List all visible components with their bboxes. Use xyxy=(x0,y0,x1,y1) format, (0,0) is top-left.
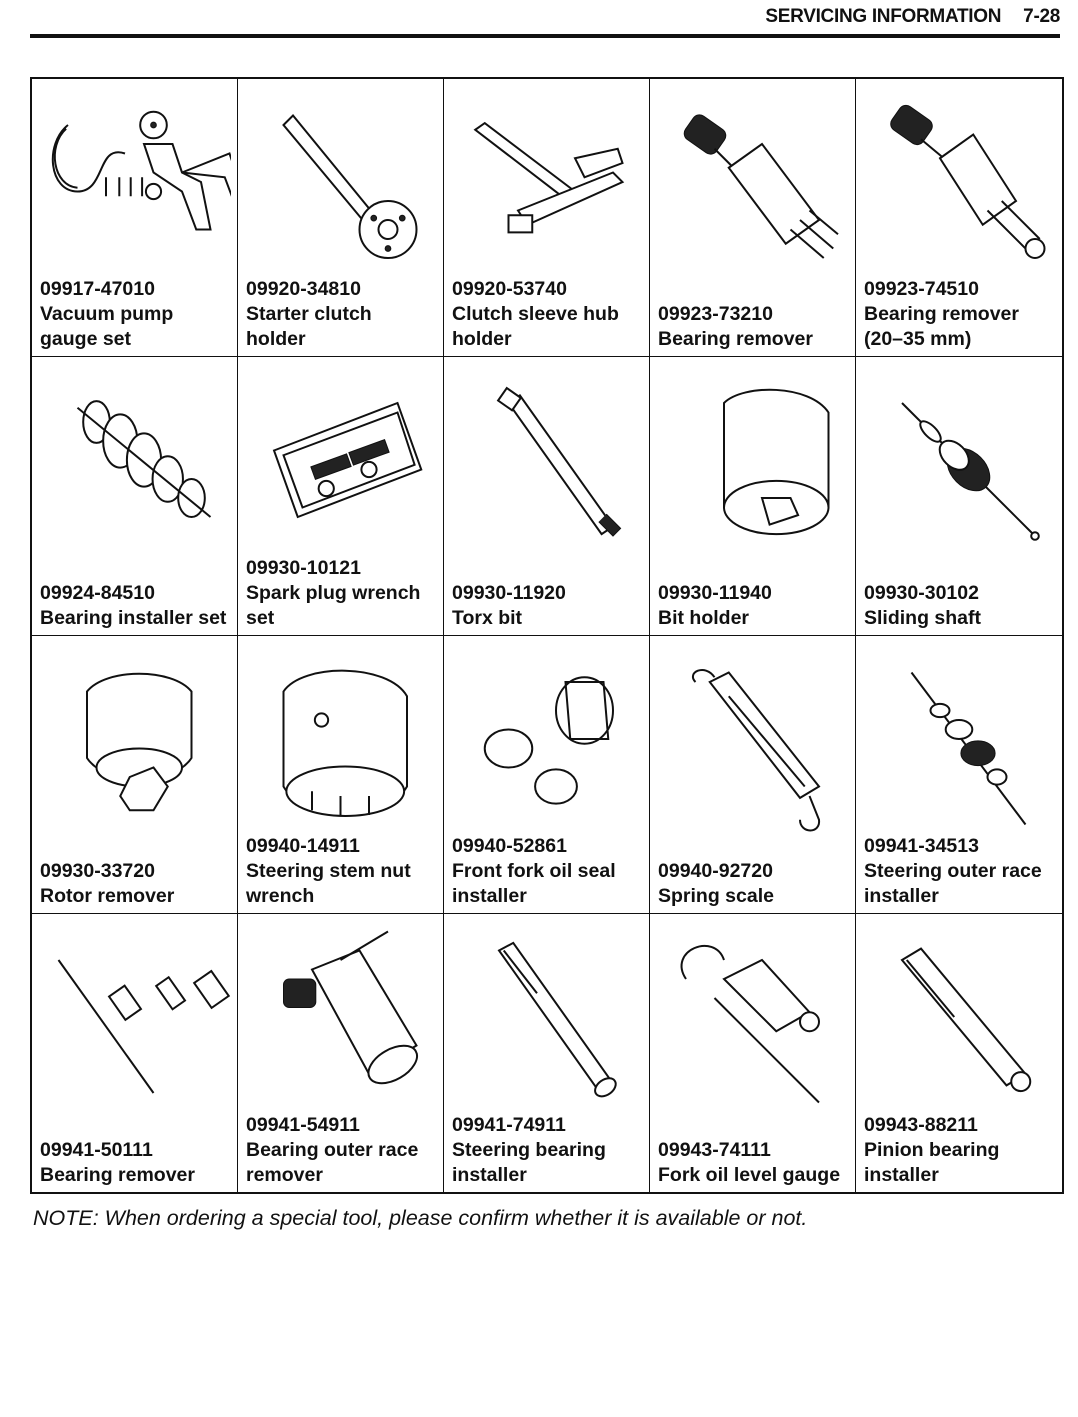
vacuum-pump-icon xyxy=(38,87,231,277)
tool-part-number: 09917-47010 xyxy=(40,278,155,301)
tool-name: Vacuum pump gauge set xyxy=(40,303,174,351)
tool-name: Clutch sleeve hub holder xyxy=(452,303,619,351)
tool-label xyxy=(40,581,233,631)
steering-stem-nut-wrench-icon xyxy=(244,644,437,834)
tool-cell xyxy=(32,79,238,357)
tool-label xyxy=(452,581,645,631)
tool-name: Bearing remover xyxy=(40,1164,195,1186)
tool-cell xyxy=(238,636,444,914)
tool-cell xyxy=(650,914,856,1192)
tool-name: Rotor remover xyxy=(40,884,175,907)
bit-holder-icon xyxy=(656,365,849,555)
tool-cell xyxy=(32,914,238,1192)
tool-part-number: 09940-14911 xyxy=(246,834,360,857)
bearing-remover-set-icon xyxy=(38,922,231,1112)
outer-race-remover-icon xyxy=(244,922,437,1112)
tool-label xyxy=(864,581,1058,631)
tool-label xyxy=(246,834,439,909)
tool-part-number: 09943-74111 xyxy=(658,1139,771,1161)
spark-plug-wrench-set-icon xyxy=(244,365,437,555)
tool-part-number: 09941-34513 xyxy=(864,834,979,857)
tool-cell xyxy=(32,357,238,635)
page-header xyxy=(30,4,1060,38)
bearing-installer-set-icon xyxy=(38,365,231,555)
tool-cell xyxy=(32,636,238,914)
ordering-note: NOTE: When ordering a special tool, please confirm whether it is available or not. xyxy=(33,1206,808,1230)
tool-name: Steering outer race installer xyxy=(864,859,1042,907)
tool-label xyxy=(246,1113,439,1188)
steering-bearing-installer-icon xyxy=(450,922,643,1112)
tool-name: Spark plug wrench set xyxy=(246,581,421,629)
header-title xyxy=(765,6,1060,28)
tool-part-number: 09940-52861 xyxy=(452,834,567,857)
fork-oil-level-gauge-icon xyxy=(656,922,849,1112)
tool-cell xyxy=(650,636,856,914)
tool-name: Fork oil level gauge xyxy=(658,1164,841,1186)
tool-part-number: 09923-73210 xyxy=(658,303,773,326)
tool-part-number: 09930-33720 xyxy=(40,859,155,882)
tool-cell xyxy=(444,636,650,914)
bearing-remover-large-icon xyxy=(862,87,1056,277)
tool-label xyxy=(864,277,1058,352)
bearing-remover-icon xyxy=(656,87,849,277)
tool-name: Bearing remover (20–35 mm) xyxy=(864,303,1019,351)
tool-label xyxy=(864,834,1058,909)
tool-cell xyxy=(238,357,444,635)
section-title: SERVICING INFORMATION xyxy=(765,6,1002,27)
sliding-shaft-icon xyxy=(862,365,1056,555)
tool-cell xyxy=(650,357,856,635)
torx-bit-icon xyxy=(450,365,643,555)
tool-label xyxy=(452,277,645,352)
tool-name: Starter clutch holder xyxy=(246,303,372,351)
tool-part-number: 09941-74911 xyxy=(452,1114,566,1136)
tool-cell xyxy=(238,914,444,1192)
starter-clutch-holder-icon xyxy=(244,87,437,277)
tool-label xyxy=(246,277,439,352)
tool-part-number: 09941-50111 xyxy=(40,1139,153,1161)
tool-part-number: 09924-84510 xyxy=(40,581,155,604)
tool-part-number: 09930-10121 xyxy=(246,556,361,579)
tool-label xyxy=(658,859,851,909)
tool-name: Torx bit xyxy=(452,606,523,629)
tool-part-number: 09920-53740 xyxy=(452,278,567,301)
fork-oil-seal-installer-icon xyxy=(450,644,643,834)
tool-name: Bearing outer race remover xyxy=(246,1139,419,1186)
tool-name: Pinion bearing installer xyxy=(864,1139,1000,1186)
tool-name: Front fork oil seal installer xyxy=(452,859,616,907)
tool-name: Sliding shaft xyxy=(864,606,981,629)
special-tools-table xyxy=(30,77,1064,1194)
tool-label xyxy=(40,277,233,352)
tool-cell xyxy=(856,914,1062,1192)
tool-part-number: 09941-54911 xyxy=(246,1114,360,1136)
outer-race-installer-icon xyxy=(862,644,1056,834)
tool-name: Bearing remover xyxy=(658,328,813,351)
tool-label xyxy=(40,859,233,909)
tool-cell xyxy=(856,357,1062,635)
tool-name: Bearing installer set xyxy=(40,606,227,629)
tool-name: Spring scale xyxy=(658,884,774,907)
tool-cell xyxy=(444,79,650,357)
tool-part-number: 09940-92720 xyxy=(658,859,773,882)
tool-part-number: 09920-34810 xyxy=(246,278,361,301)
tool-label xyxy=(864,1113,1058,1188)
tool-part-number: 09923-74510 xyxy=(864,278,979,301)
tool-label xyxy=(658,581,851,631)
rotor-remover-icon xyxy=(38,644,231,834)
clutch-sleeve-hub-holder-icon xyxy=(450,87,643,277)
page-number: 7-28 xyxy=(1023,6,1060,27)
tool-label xyxy=(452,834,645,909)
tool-label xyxy=(246,556,439,631)
tool-name: Steering stem nut wrench xyxy=(246,859,411,907)
tool-cell xyxy=(238,79,444,357)
tool-label xyxy=(658,1138,851,1188)
tool-label xyxy=(658,302,851,352)
tool-part-number: 09930-11920 xyxy=(452,581,566,604)
tool-cell xyxy=(856,636,1062,914)
tool-cell xyxy=(856,79,1062,357)
pinion-bearing-installer-icon xyxy=(862,922,1056,1112)
tool-cell xyxy=(444,357,650,635)
tool-name: Steering bearing installer xyxy=(452,1139,606,1186)
tool-label xyxy=(452,1113,645,1188)
tool-part-number: 09930-11940 xyxy=(658,581,772,604)
tool-label xyxy=(40,1138,233,1188)
spring-scale-icon xyxy=(656,644,849,834)
tool-part-number: 09943-88211 xyxy=(864,1114,978,1136)
tool-part-number: 09930-30102 xyxy=(864,581,979,604)
tool-cell xyxy=(444,914,650,1192)
tool-name: Bit holder xyxy=(658,606,749,629)
tool-cell xyxy=(650,79,856,357)
